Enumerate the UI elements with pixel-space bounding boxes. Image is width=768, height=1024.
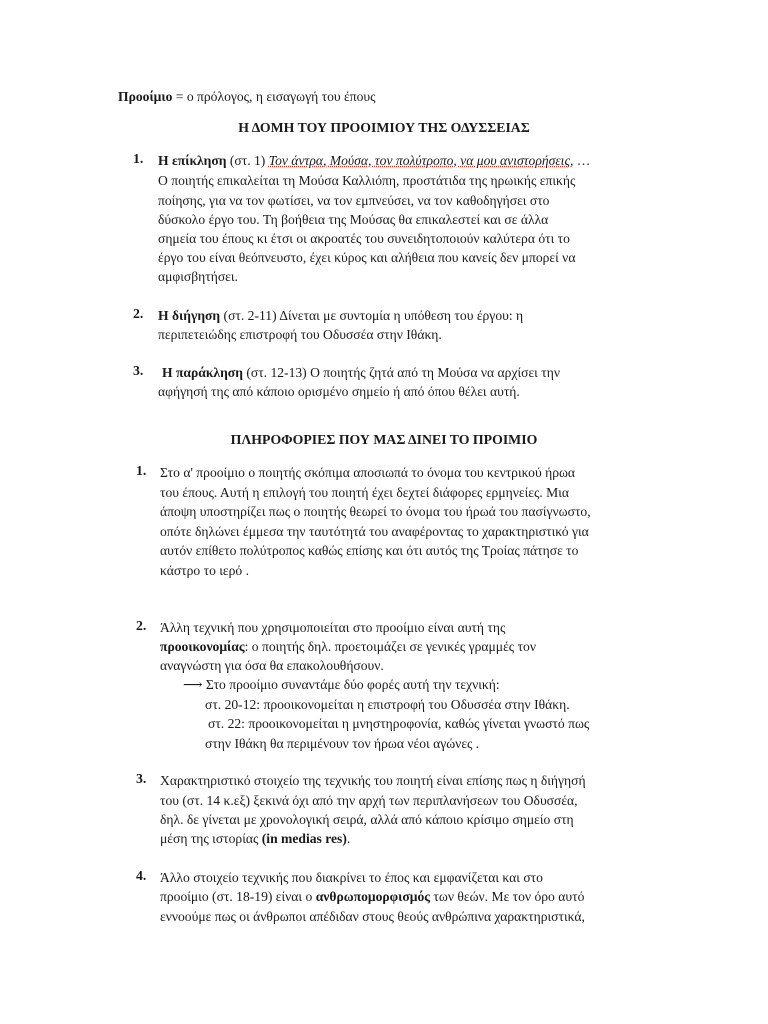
intro-line [118,87,376,107]
item-term: (in medias res) [261,831,347,846]
paragraph-line: κάστρο το ιερό . [160,563,250,578]
arrow-text: Στο προοίμιο συναντάμε δύο φορές αυτή την τεχνική: [205,677,500,692]
section-heading-structure: Η ΔΟΜΗ ΤΟΥ ΠΡΟΟΙΜΙΟΥ ΤΗΣ ΟΔΥΣΣΕΙΑΣ [238,120,530,135]
paragraph-line: εννοούμε πως οι άνθρωποι απέδιδαν στους θεούς ανθρώπινα χαρακτηριστικά, [160,909,585,924]
list-item-request-title [162,363,560,383]
item-text: : ο ποιητής δηλ. προετοιμάζει σε γενικές γραμμές τον [244,639,536,654]
list-number: 3. [136,771,147,786]
sub-line: στ. 22: προοικονομείται η μνηστηροφονία, καθώς γίνεται γνωστό πως [208,716,590,731]
list-number: 2. [133,306,144,321]
paragraph-line: Άλλη τεχνική που χρησιμοποιείται στο προοίμιο είναι αυτή της [160,620,506,635]
intro-definition: = ο πρόλογος, η εισαγωγή του έπους [172,89,376,104]
item-quote: Τον άντρα, Μούσα, τον πολύτροπο, να μου ανιστορήσεις, [268,153,574,168]
sub-line: στην Ιθάκη θα περιμένουν τον ήρωα νέοι αγώνες . [205,736,480,751]
item-text: (στ. 2-11) Δίνεται με συντομία η υπόθεση του έργου: η [220,308,524,323]
paragraph-line: Άλλο στοιχείο τεχνικής που διακρίνει το έπος και εμφανίζεται και στο [160,870,543,885]
list-number: 4. [136,868,147,883]
paragraph-line: Χαρακτηριστικό στοιχείο της τεχνικής του ποιητή είναι επίσης πως η διήγησή [160,773,586,788]
list-number: 1. [133,151,144,166]
paragraph-line: αναγνώστη για όσα θα επακολουθήσουν. [160,658,384,673]
paragraph-line: ποίησης, για να τον φωτίσει, να τον εμπνεύσει, να τον καθοδηγήσει στο [158,193,550,208]
list-number: 2. [136,618,147,633]
paragraph-line [160,637,536,657]
paragraph-line [160,887,584,907]
item-ellipsis: … [573,153,591,168]
item-text: (στ. 12-13) Ο ποιητής ζητά από τη Μούσα να αρχίσει την [242,365,560,380]
item-term: Η διήγηση [158,308,221,323]
paragraph-line [160,829,350,849]
list-number: 1. [136,463,147,478]
paragraph-line: του έπους. Αυτή η επιλογή του ποιητή έχει δεχτεί διάφορες ερμηνείες. Μια [160,485,569,500]
arrow-line [183,675,500,695]
paragraph-line: του (στ. 14 κ.εξ) ξεκινά όχι από την αρχή των περιπλανήσεων του Οδυσσέα, [160,793,578,808]
item-term: Η επίκληση [158,153,227,168]
paragraph-line: δηλ. δε γίνεται με χρονολογική σειρά, αλλά από κάποιο κρίσιμο σημείο στη [160,812,574,827]
item-text: των θεών. Με τον όρο αυτό [430,889,585,904]
paragraph-line: άποψη υποστηρίζει πως ο ποιητής θεωρεί το όνομα του ήρωά του πασίγνωστο, [160,504,591,519]
paragraph-line: δύσκολο έργο του. Τη βοήθεια της Μούσας θα επικαλεστεί και σε άλλα [158,212,549,227]
item-text: προοίμιο (στ. 18-19) είναι ο [160,889,316,904]
item-term: ανθρωπομορφισμός [315,889,431,904]
intro-term: Προοίμιο [118,89,173,104]
paragraph-line: Ο ποιητής επικαλείται τη Μούσα Καλλιόπη, προστάτιδα της ηρωικής επικής [158,173,576,188]
item-term: προοικονομίας [160,639,245,654]
list-item-narration-title [158,306,523,326]
paragraph-line: περιπετειώδης επιστροφή του Οδυσσέα στην Ιθάκη. [158,327,442,342]
paragraph-line: έργο του είναι θεόπνευστο, έχει κύρος και αλήθεια που κανείς δεν μπορεί να [158,250,576,265]
item-text: μέση της ιστορίας [160,831,262,846]
paragraph-line: αυτόν επίθετο πολύτροπος καθώς επίσης και ότι αυτός της Τροίας πάτησε το [160,543,579,558]
paragraph-line: αμφισβητήσει. [158,269,238,284]
section-heading-information: ΠΛΗΡΟΦΟΡΙΕΣ ΠΟΥ ΜΑΣ ΔΙΝΕΙ ΤΟ ΠΡΟΙΜΙΟ [230,432,538,447]
item-ref: (στ. 1) [226,153,269,168]
paragraph-line: σημεία του έπους κι έτσι οι ακροατές του συνειδητοποιούν καλύτερα ότι το [158,231,570,246]
paragraph-line: αφήγησή της από κάποιο ορισμένο σημείο ή από όπου θέλει αυτή. [158,384,520,399]
list-item-invocation-title [158,151,590,171]
paragraph-line: οπότε δηλώνει έμμεσα την ταυτότητά του αναφέροντας το χαρακτηριστικό για [160,524,589,539]
paragraph-line: Στο α' προοίμιο ο ποιητής σκόπιμα αποσιωπά το όνομα του κεντρικού ήρωα [160,465,576,480]
sub-line: στ. 20-12: προοικονομείται η επιστροφή του Οδυσσέα στην Ιθάκη. [205,697,570,712]
item-term: Η παράκληση [162,365,243,380]
right-arrow-icon: ⟶ [183,677,203,692]
list-number: 3. [133,363,144,378]
item-text: . [346,831,351,846]
